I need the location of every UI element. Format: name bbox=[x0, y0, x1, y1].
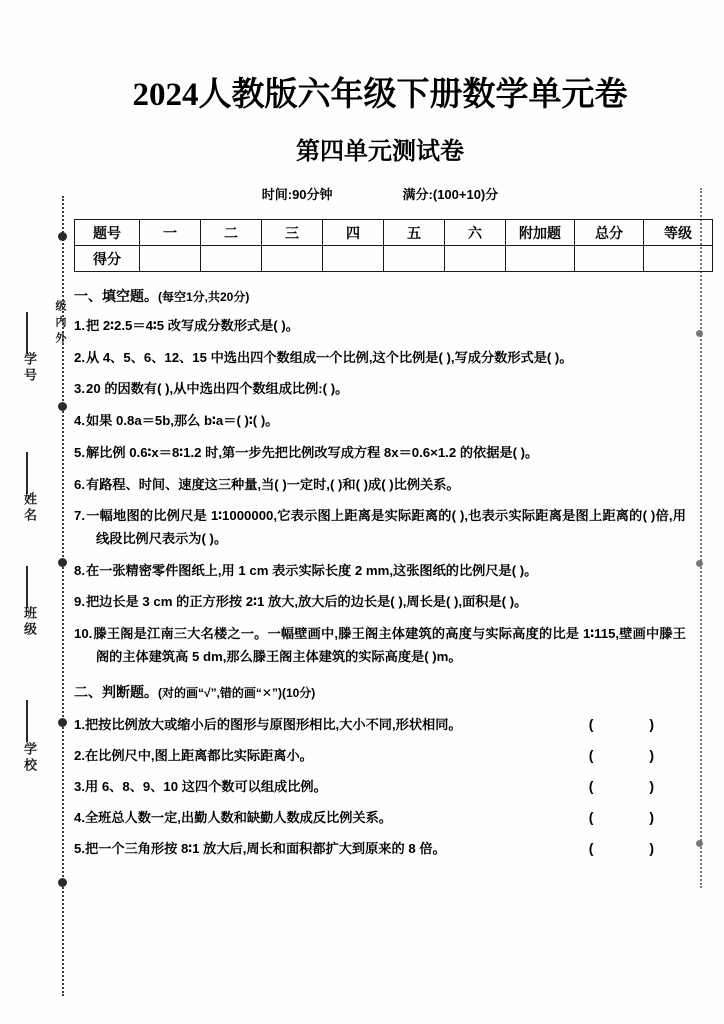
truefalse-body bbox=[74, 807, 392, 826]
question-item bbox=[74, 474, 686, 497]
question-number: 7. bbox=[74, 508, 85, 524]
question-number: 4. bbox=[74, 413, 85, 429]
score-col-total: 总分 bbox=[575, 220, 644, 246]
question-number: 1. bbox=[74, 717, 85, 733]
score-cell[interactable] bbox=[445, 246, 506, 272]
student-field-rule bbox=[26, 566, 28, 608]
question-item bbox=[74, 347, 686, 370]
seal-dot bbox=[58, 402, 67, 411]
right-dotted-line bbox=[700, 188, 702, 888]
page-title: 2024人教版六年级下册数学单元卷 bbox=[132, 77, 628, 113]
question-text: 在比例尺中,图上距离都比实际距离小。 bbox=[85, 748, 313, 764]
question-text: 把一个三角形按 8∶1 放大后,周长和面积都扩大到原来的 8 倍。 bbox=[85, 841, 446, 857]
section-1-note: (每空1分,共20分) bbox=[158, 290, 250, 304]
section-1-title: 一、填空题。 bbox=[74, 288, 158, 304]
truefalse-body bbox=[74, 776, 327, 795]
score-table-score-row bbox=[75, 246, 713, 272]
seal-line-strip bbox=[0, 0, 72, 1024]
student-field-xuehao: 学号 bbox=[22, 352, 37, 384]
student-field-xingming: 姓名 bbox=[22, 492, 37, 524]
question-text: 全班总人数一定,出勤人数和缺勤人数成反比例关系。 bbox=[85, 810, 392, 826]
student-field-rule bbox=[26, 312, 28, 354]
question-item bbox=[74, 315, 686, 338]
answer-parens[interactable]: ( ) bbox=[588, 809, 680, 826]
student-field-banji: 班级 bbox=[22, 606, 37, 638]
truefalse-item bbox=[74, 714, 686, 733]
answer-parens[interactable]: ( ) bbox=[588, 840, 680, 857]
question-item bbox=[74, 442, 686, 465]
section-2-note: (对的画“√”,错的画“✕”)(10分) bbox=[158, 686, 316, 701]
score-table-header-row bbox=[75, 220, 713, 246]
question-text: 如果 0.8a＝5b,那么 b∶a＝( )∶( )。 bbox=[86, 413, 279, 429]
right-seal-dot bbox=[696, 560, 703, 567]
right-seal-dot bbox=[696, 840, 703, 847]
question-item bbox=[74, 560, 686, 583]
score-table bbox=[74, 219, 713, 272]
question-number: 1. bbox=[74, 318, 85, 333]
seal-dot bbox=[58, 558, 67, 567]
score-col-1: 一 bbox=[140, 220, 201, 246]
seal-dot bbox=[58, 718, 67, 727]
section-heading-2 bbox=[74, 682, 686, 702]
score-cell[interactable] bbox=[384, 246, 445, 272]
score-col-grade: 等级 bbox=[644, 220, 713, 246]
question-item bbox=[74, 505, 686, 550]
question-item bbox=[74, 591, 686, 614]
question-item bbox=[74, 410, 686, 433]
student-field-xuexiao: 学校 bbox=[22, 742, 37, 774]
question-text: 从 4、5、6、12、15 中选出四个数组成一个比例,这个比例是( ),写成分数形式是( )。 bbox=[86, 349, 573, 365]
score-col-3: 三 bbox=[262, 220, 323, 246]
truefalse-body bbox=[74, 838, 446, 857]
question-text: 20 的因数有( ),从中选出四个数组成比例:( )。 bbox=[86, 381, 349, 397]
question-text: 在一张精密零件图纸上,用 1 cm 表示实际长度 2 mm,这张图纸的比例尺是( )。 bbox=[86, 562, 538, 578]
question-text: 把按比例放大或缩小后的图形与原图形相比,大小不同,形状相同。 bbox=[85, 717, 462, 733]
truefalse-body bbox=[74, 714, 462, 733]
question-number: 5. bbox=[74, 444, 85, 460]
exam-total-score: 满分:(100+10)分 bbox=[402, 187, 499, 202]
page-subtitle: 第四单元测试卷 bbox=[296, 139, 464, 165]
score-cell[interactable] bbox=[506, 246, 575, 272]
score-cell[interactable] bbox=[575, 246, 644, 272]
truefalse-body bbox=[74, 745, 313, 764]
question-number: 5. bbox=[74, 841, 85, 857]
seal-notice-text: 级内外 bbox=[54, 300, 66, 348]
section-2-title: 二、判断题。 bbox=[74, 684, 158, 701]
question-text: 把 2∶2.5＝4∶5 改写成分数形式是( )。 bbox=[86, 318, 299, 333]
truefalse-item bbox=[74, 838, 686, 857]
question-number: 9. bbox=[74, 594, 85, 610]
question-number: 2. bbox=[74, 349, 85, 365]
score-cell[interactable] bbox=[323, 246, 384, 272]
truefalse-item bbox=[74, 776, 686, 795]
score-cell[interactable] bbox=[201, 246, 262, 272]
truefalse-item bbox=[74, 745, 686, 764]
question-number: 4. bbox=[74, 810, 85, 826]
score-col-bonus: 附加题 bbox=[506, 220, 575, 246]
exam-meta bbox=[74, 184, 686, 203]
question-number: 3. bbox=[74, 779, 85, 795]
question-text: 滕王阁是江南三大名楼之一。一幅壁画中,滕王阁主体建筑的高度与实际高度的比是 1∶115,壁画中滕王阁的主体建筑高 5 dm,那么滕王阁主体建筑的实际高度是( )m。 bbox=[93, 626, 686, 664]
student-field-rule bbox=[26, 452, 28, 494]
student-field-rule bbox=[26, 700, 28, 742]
question-number: 3. bbox=[74, 381, 85, 397]
question-text: 用 6、8、9、10 这四个数可以组成比例。 bbox=[85, 779, 327, 795]
exam-duration: 时间:90分钟 bbox=[261, 187, 333, 202]
score-table-row-label: 得分 bbox=[75, 246, 140, 272]
score-col-6: 六 bbox=[445, 220, 506, 246]
score-cell[interactable] bbox=[644, 246, 713, 272]
question-text: 解比例 0.6∶x＝8∶1.2 时,第一步先把比例改写成方程 8x＝0.6×1.2 的依据是( )。 bbox=[86, 444, 539, 460]
question-text: 有路程、时间、速度这三种量,当( )一定时,( )和( )成( )比例关系。 bbox=[86, 476, 460, 492]
answer-parens[interactable]: ( ) bbox=[588, 716, 680, 733]
question-item bbox=[74, 623, 686, 668]
score-col-2: 二 bbox=[201, 220, 262, 246]
score-col-4: 四 bbox=[323, 220, 384, 246]
question-number: 2. bbox=[74, 748, 85, 764]
question-text: 一幅地图的比例尺是 1∶1000000,它表示图上距离是实际距离的( ),也表示实际距离是图上距离的( )倍,用线段比例尺表示为( )。 bbox=[86, 508, 686, 546]
seal-dot bbox=[58, 878, 67, 887]
question-text: 把边长是 3 cm 的正方形按 2∶1 放大,放大后的边长是( ),周长是( ),面积是( )。 bbox=[86, 594, 528, 610]
section-heading-1 bbox=[74, 286, 686, 306]
question-number: 6. bbox=[74, 476, 85, 492]
answer-parens[interactable]: ( ) bbox=[588, 778, 680, 795]
exam-content bbox=[74, 0, 692, 857]
score-col-5: 五 bbox=[384, 220, 445, 246]
right-seal-dot bbox=[696, 330, 703, 337]
score-cell[interactable] bbox=[140, 246, 201, 272]
question-item bbox=[74, 378, 686, 401]
score-table-row-label: 题号 bbox=[75, 220, 140, 246]
seal-dot bbox=[58, 232, 67, 241]
truefalse-item bbox=[74, 807, 686, 826]
question-number: 8. bbox=[74, 562, 85, 578]
question-number: 10. bbox=[74, 626, 93, 642]
answer-parens[interactable]: ( ) bbox=[588, 747, 680, 764]
score-cell[interactable] bbox=[262, 246, 323, 272]
